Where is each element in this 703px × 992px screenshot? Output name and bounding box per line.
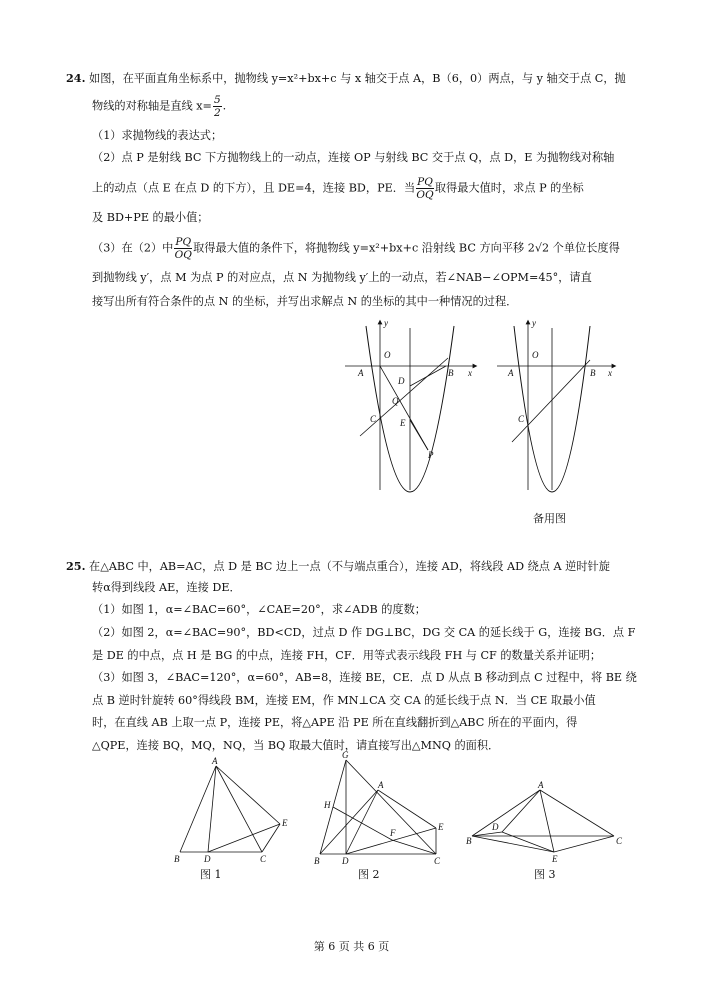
q25-stem-a: 在△ABC 中，AB=AC，点 D 是 BC 边上一点（不与端点重合），连接 AD，将线段 AD 绕点 A 逆时针旋 [89,560,610,573]
q25-fig2-label-E: E [438,822,444,832]
q25-number: 25. [66,559,86,573]
q24-fig1-label-O: O [384,350,391,360]
q24-axis-fraction [213,94,222,119]
q25-fig1-line-ce [262,824,280,852]
q24-fig1-label-x: x [468,368,472,378]
q25-fig2-line-hf [333,807,392,840]
q24-stem-b1: 物线的对称轴是直线 x= [92,99,212,113]
q24-part2-b1: 上的动点（点 E 在点 D 的下方），且 DE=4，连接 BD，PE．当 [92,181,416,195]
q24-figure-main [340,318,480,498]
q25-fig1-line-ab [180,766,216,852]
q24-axis-frac-den: 2 [213,107,221,119]
q24-fig1-label-y: y [384,318,388,328]
q25-fig1-label-B: B [174,854,180,864]
q24-fig1-label-B: B [448,368,454,378]
q25-stem-line2: 转α得到线段 AE，连接 DE． [92,581,241,594]
q25-fig1-line-ad [208,766,216,852]
q25-fig3-line-ce [554,836,614,852]
q25-figure-1 [170,756,300,870]
q24-fig1-label-C: C [370,414,377,424]
q24-part2-line2 [92,176,584,201]
q24-fig1-label-P: P [428,450,434,460]
q25-figure-3 [462,778,632,868]
q24-part3-line1 [92,236,620,261]
q25-fig3-label-D: D [492,822,499,832]
q25-fig3-label-A: A [538,780,544,790]
q25-fig1-label-D: D [204,854,211,864]
q24-part3-frac-den: OQ [174,249,192,261]
q24-fig2-label-y: y [532,318,536,328]
q25-figure-2 [310,750,460,870]
page-footer: 第 6 页 共 6 页 [313,940,390,953]
q24-fig1-label-E: E [400,418,406,428]
q25-fig1-label-C: C [260,854,267,864]
q24-part3-line2: 到抛物线 y′，点 M 为点 P 的对应点，点 N 为抛物线 y′上的一动点，若∠NAB−∠OPM=45°，请直 [92,271,592,284]
q25-fig2-line-ae [378,790,436,828]
q24-fig2-label-A: A [508,368,514,378]
q24-number: 24. [66,71,86,85]
q25-fig2-label-F: F [390,828,396,838]
q24-part3-frac-num: PQ [175,236,192,248]
q25-fig2-caption: 图 2 [358,868,380,881]
q25-fig2-label-H: H [324,800,331,810]
q25-fig1-line-de [208,824,280,852]
q24-axis-frac-num: 5 [213,94,221,106]
q24-part2-fraction [416,176,434,201]
q25-fig2-label-C: C [434,856,441,866]
q25-fig1-caption: 图 1 [200,868,222,881]
q25-fig1-label-A: A [212,756,218,766]
q25-fig1-line-ae [216,766,280,824]
q24-part3-a1: （3）在（2）中 [92,241,174,255]
q25-fig3-label-C: C [616,836,623,846]
q24-fig1-label-Q: Q [392,396,399,406]
q24-part3-a2: 取得最大值的条件下，将抛物线 y=x²+bx+c 沿射线 BC 方向平移 2√2 个单位长度得 [193,241,620,255]
q25-part3-line1: （3）如图 3，∠BAC=120°，α=60°，AB=8，连接 BE，CE．点 D 从点 B 移动到点 C 过程中，将 BE 绕 [92,671,637,684]
q24-part2-frac-num: PQ [417,176,433,188]
q24-stem-a: 如图，在平面直角坐标系中，抛物线 y=x²+bx+c 与 x 轴交于点 A，B（6，0）两点，与 y 轴交于点 C，抛 [89,72,626,85]
q25-fig3-label-E: E [552,854,558,864]
q25-fig2-line-ad [346,790,378,854]
q24-part2-line1: （2）点 P 是射线 BC 下方抛物线上的一动点，连接 OP 与射线 BC 交于点 Q，点 D，E 为抛物线对称轴 [92,151,615,164]
q24-fig1-label-D: D [398,376,405,386]
q25-part3-line4: △QPE，连接 BQ，MQ，NQ，当 BQ 取最大值时，请直接写出△MNQ 的面积． [92,739,500,752]
q25-part2-line2: 是 DE 的中点，点 H 是 BG 的中点，连接 FH，CF．用等式表示线段 FH 与 CF 的数量关系并证明； [92,649,602,662]
q25-fig2-label-G: G [342,750,349,760]
q25-fig3-line-ae [540,790,554,852]
q24-part3-line3: 接写出所有符合条件的点 N 的坐标，并写出求解点 N 的坐标的其中一种情况的过程． [92,295,518,308]
q24-fig1-line-bd [410,366,446,386]
q24-figure-spare [492,318,622,498]
q25-part3-line3: 时，在直线 AB 上取一点 P，连接 PE，将△APE 沿 PE 所在直线翻折到△ABC 所在的平面内，得 [92,716,578,729]
q24-fig2-label-C: C [518,414,525,424]
q25-fig2-label-B: B [314,856,320,866]
q25-stem-line1 [66,558,610,575]
q24-fig2-label-x: x [608,368,612,378]
q24-part2-frac-den: OQ [416,189,434,201]
q25-fig3-line-be [472,836,554,852]
q24-stem-b2: . [222,99,227,113]
q25-part2-line1: （2）如图 2，α=∠BAC=90°，BD<CD，过点 D 作 DG⊥BC，DG 交 CA 的延长线于 G，连接 BG．点 F [92,626,636,639]
q25-part1: （1）如图 1，α=∠BAC=60°，∠CAE=20°，求∠ADB 的度数； [92,603,426,616]
q25-fig2-label-A: A [378,780,384,790]
q25-fig3-line-ab [472,790,540,836]
q24-stem-line1 [66,70,626,87]
q25-fig3-caption: 图 3 [534,868,556,881]
q25-fig2-label-D: D [342,856,349,866]
q25-fig3-line-de [502,832,554,852]
q24-fig2-caption: 备用图 [533,512,566,525]
q25-part3-line2: 点 B 逆时针旋转 60°得线段 BM，连接 EM，作 MN⊥CA 交 CA 的延长线于点 N．当 CE 取最小值 [92,694,596,707]
q24-fig1-line-pe [410,420,428,450]
q24-stem-line2 [92,94,226,119]
q24-part2-line3: 及 BD+PE 的最小值； [92,211,209,224]
q25-fig3-line-ac [540,790,614,836]
q25-fig3-label-B: B [466,836,472,846]
q25-fig3-line-ad [502,790,540,832]
q24-fig2-label-O: O [532,350,539,360]
q25-fig1-label-E: E [282,818,288,828]
q25-fig1-line-ac [216,766,262,852]
q24-part3-fraction [174,236,192,261]
q24-part1: （1）求抛物线的表达式； [92,129,223,142]
q24-part2-b2: 取得最大值时，求点 P 的坐标 [434,181,584,195]
q24-fig1-label-A: A [358,368,364,378]
q24-fig2-label-B: B [590,368,596,378]
q25-fig2-line-gc [346,760,436,854]
